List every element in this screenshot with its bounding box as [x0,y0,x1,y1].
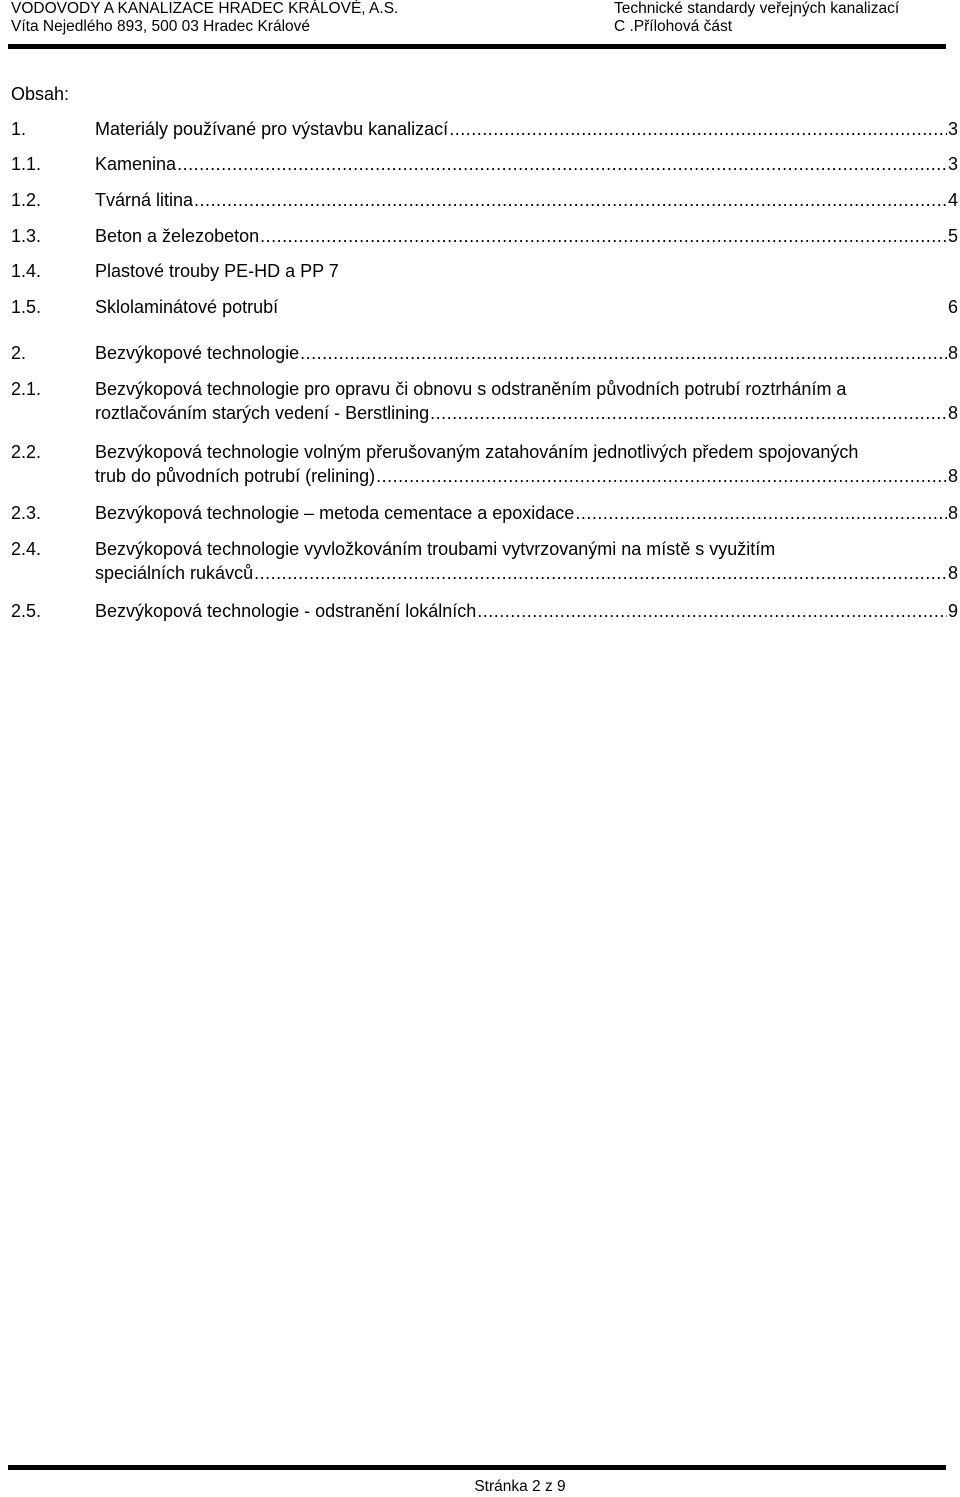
toc-entry-text: Kamenina [95,154,177,174]
toc-entry[interactable] [11,153,958,175]
toc-title: Obsah: [11,84,70,104]
company-address: Víta Nejedlého 893, 500 03 Hradec Králové [11,18,311,35]
toc-entry-text: Plastové trouby PE-HD a PP 7 [95,261,339,281]
toc-entry[interactable] [11,441,958,486]
toc-entry[interactable] [11,189,958,211]
toc-entry-page: 8 [947,343,958,363]
footer-rule [8,1465,946,1470]
toc-entry-text: Bezvýkopová technologie - odstranění lokálních [95,601,477,621]
toc-entry-number: 2. [11,343,27,363]
toc-entry-number: 1.3. [11,226,42,246]
page-number: Stránka 2 z 9 [474,1478,566,1495]
document-section: C .Přílohová část [614,18,733,35]
toc-entry[interactable] [11,502,958,524]
toc-entry-number: 2.1. [11,379,42,399]
toc-entry[interactable] [11,600,958,622]
toc-entry-number: 1.4. [11,261,42,281]
toc-dot-leader [449,118,947,140]
toc-entry-text: Beton a železobeton [95,226,260,246]
toc-entry[interactable] [11,296,958,318]
toc-entry-number: 2.4. [11,539,42,559]
toc-entry[interactable] [11,260,958,282]
toc-dot-leader [260,225,947,247]
toc-entry-text-continued: roztlačováním starých vedení - Berstlining [95,403,430,423]
toc-entry-text: Materiály používané pro výstavbu kanalizací [95,119,449,139]
toc-entry-number: 1.2. [11,190,42,210]
toc-entry-page: 5 [947,226,958,246]
toc-entry-page: 8 [947,563,958,583]
toc-entry[interactable] [11,342,958,364]
toc-entry-text: Bezvýkopové technologie [95,343,300,363]
toc-dot-leader [194,189,947,211]
toc-entry-page: 4 [947,190,958,210]
document-title: Technické standardy veřejných kanalizací [614,0,900,17]
toc-entry-text: Bezvýkopová technologie vyvložkováním troubami vytvrzovanými na místě s využitím [95,539,776,559]
toc-entry-text: Tvárná litina [95,190,194,210]
toc-entry-number: 1. [11,119,27,139]
toc-entry-number: 2.2. [11,442,42,462]
toc-dot-leader [254,562,947,584]
toc-entry[interactable] [11,378,958,423]
toc-dot-leader [177,153,947,175]
toc-entry-text-continued: speciálních rukávců [95,563,254,583]
toc-entry-page: 3 [947,119,958,139]
header-left [11,0,398,36]
toc-dot-leader [430,402,947,424]
toc-entry[interactable] [11,538,958,583]
toc-entry-page: 8 [947,403,958,423]
toc-dot-leader [477,600,947,622]
toc-entry-page: 8 [947,503,958,523]
toc-entry-page: 3 [947,154,958,174]
toc-entry-page: 6 [947,297,958,317]
toc-entry-page: 9 [947,601,958,621]
toc-entry-number: 1.1. [11,154,42,174]
toc-entry-page: 8 [947,466,958,486]
toc-entry-number: 1.5. [11,297,42,317]
header-right [614,0,899,36]
toc-dot-leader [575,502,947,524]
toc-entry-number: 2.5. [11,601,42,621]
toc-entry[interactable] [11,225,958,247]
toc-dot-leader [376,465,947,487]
toc-entry[interactable] [11,118,958,140]
header-rule [8,44,946,49]
company-name: VODOVODY A KANALIZACE HRADEC KRÁLOVÉ, A.S. [11,0,399,17]
toc-entry-text: Bezvýkopová technologie pro opravu či obnovu s odstraněním původních potrubí roztrháním a [95,379,847,399]
toc-entry-text: Sklolaminátové potrubí [95,297,279,317]
toc-entry-text-continued: trub do původních potrubí (relining) [95,466,376,486]
toc-dot-leader [300,342,947,364]
toc-entry-number: 2.3. [11,503,42,523]
toc-entry-text: Bezvýkopová technologie volným přerušovaným zatahováním jednotlivých předem spojovaných [95,442,859,462]
toc-entry-text: Bezvýkopová technologie – metoda cementace a epoxidace [95,503,575,523]
